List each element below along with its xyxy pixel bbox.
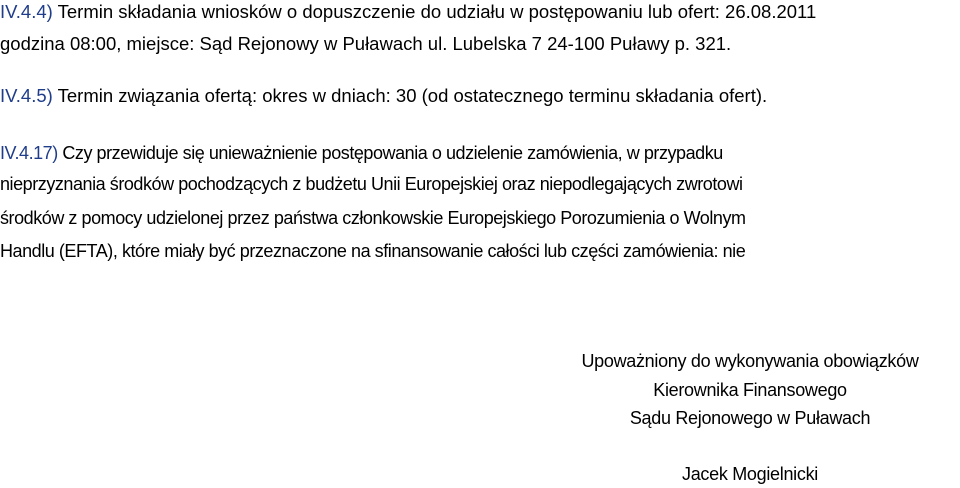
section-iv-4-5-number: IV.4.5)	[0, 85, 53, 106]
section-iv-4-17-text: Czy przewiduje się unieważnienie postępowania o udzielenie zamówienia, w przypadku	[62, 143, 723, 163]
section-iv-4-17-line-3: środków z pomocy udzielonej przez państwa członkowskie Europejskiego Porozumienia o Wolnym	[0, 208, 746, 228]
section-iv-4-17-line-4: Handlu (EFTA), które miały być przeznaczone na sfinansowanie całości lub części zamówienia: nie	[0, 241, 746, 261]
signature-title-line-2: Kierownika Finansowego	[653, 380, 847, 400]
section-iv-4-4-number: IV.4.4)	[0, 1, 53, 22]
section-iv-4-17-line-2: nieprzyznania środków pochodzących z budżetu Unii Europejskiej oraz niepodlegających zwrotowi	[0, 174, 743, 194]
section-iv-4-5-line-1	[0, 84, 767, 108]
section-iv-4-17-line-1	[0, 141, 723, 165]
section-iv-4-17-number: IV.4.17)	[0, 143, 58, 163]
signature-name: Jacek Mogielnicki	[682, 464, 818, 484]
section-iv-4-4-line-1	[0, 0, 816, 24]
section-iv-4-5-text: Termin związania ofertą: okres w dniach: 30 (od ostatecznego terminu składania ofert).	[57, 85, 768, 106]
section-iv-4-4-line-2: godzina 08:00, miejsce: Sąd Rejonowy w Puławach ul. Lubelska 7 24-100 Puławy p. 321.	[0, 33, 732, 54]
signature-title-line-1: Upoważniony do wykonywania obowiązków	[581, 351, 919, 371]
section-iv-4-4-text: Termin składania wniosków o dopuszczenie do udziału w postępowaniu lub ofert: 26.08.2011	[57, 1, 817, 22]
signature-title-line-3: Sądu Rejonowego w Puławach	[629, 408, 871, 428]
